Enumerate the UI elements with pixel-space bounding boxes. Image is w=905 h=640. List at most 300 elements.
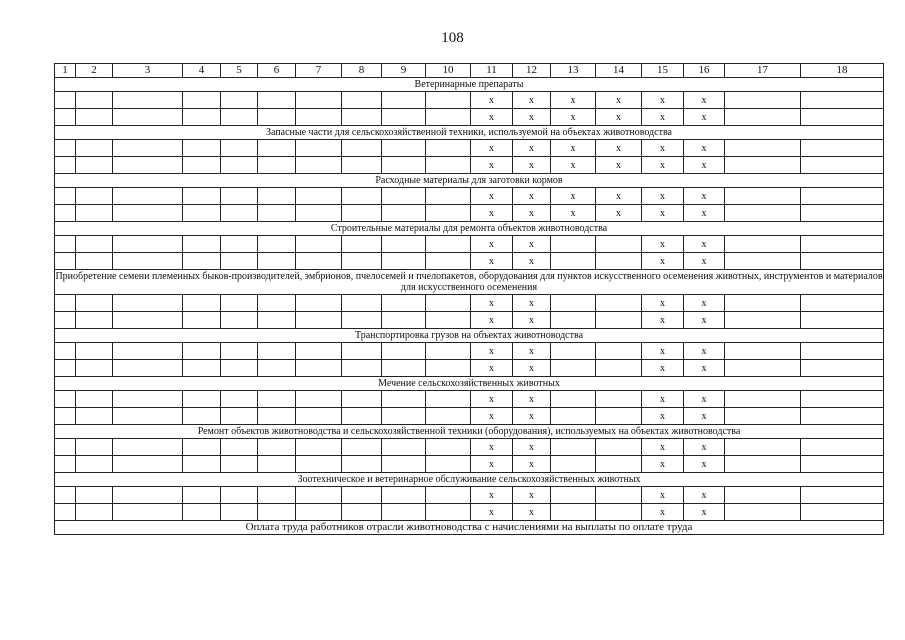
table-row [55,391,884,408]
table-cell: х [596,157,642,174]
table-cell [382,408,426,425]
table-cell: х [684,408,725,425]
table-cell [113,295,183,312]
table-cell [382,140,426,157]
table-cell: х [642,487,684,504]
table-cell [725,504,801,521]
table-cell [76,504,113,521]
table-cell: х [513,439,551,456]
table-cell [258,205,296,222]
table-cell [55,92,76,109]
table-cell [76,391,113,408]
table-cell [183,439,221,456]
table-cell [382,360,426,377]
table-cell [801,253,884,270]
section-title: Транспортировка грузов на объектах животноводства [55,329,884,343]
table-cell [113,236,183,253]
table-cell: х [551,157,596,174]
table-cell [725,312,801,329]
table-cell [221,343,258,360]
table-cell [382,205,426,222]
table-cell [382,456,426,473]
column-number: 9 [382,64,426,78]
table-cell [258,487,296,504]
table-cell [426,408,471,425]
table-cell [113,439,183,456]
table-cell: х [551,205,596,222]
table-cell [183,391,221,408]
table-cell [801,439,884,456]
section-header-row [55,329,884,343]
table-cell: х [596,140,642,157]
table-cell: х [513,109,551,126]
table-cell: х [471,487,513,504]
table-cell [258,253,296,270]
table-cell: х [684,205,725,222]
table-cell [551,439,596,456]
table-cell: х [471,343,513,360]
column-number: 3 [113,64,183,78]
column-number: 5 [221,64,258,78]
table-cell [258,408,296,425]
table-cell [296,295,342,312]
table-cell: х [642,312,684,329]
table-cell [221,312,258,329]
table-cell: х [642,253,684,270]
section-title: Оплата труда работников отрасли животноводства с начислениями на выплаты по оплате труда [55,521,884,535]
table-cell: х [471,205,513,222]
table-cell: х [684,236,725,253]
table-cell [342,253,382,270]
table-cell: х [642,92,684,109]
table-cell [426,140,471,157]
table-cell [426,312,471,329]
table-cell [725,253,801,270]
section-header-row [55,78,884,92]
table-cell [55,236,76,253]
table-cell [426,456,471,473]
table-cell [221,236,258,253]
table-cell [801,408,884,425]
table-cell [725,360,801,377]
table-cell [55,312,76,329]
table-cell [596,236,642,253]
table-cell [221,408,258,425]
table-cell [113,487,183,504]
table-cell [342,360,382,377]
table-cell [296,109,342,126]
table-cell [113,360,183,377]
table-cell [113,504,183,521]
table-cell [342,456,382,473]
table-row [55,408,884,425]
table-cell [801,92,884,109]
table-cell: х [471,456,513,473]
table-cell [596,408,642,425]
table-cell [183,312,221,329]
table-cell [342,504,382,521]
table-cell [801,140,884,157]
table-cell [342,157,382,174]
column-number: 4 [183,64,221,78]
table-cell [725,456,801,473]
table-cell [55,456,76,473]
table-cell [76,312,113,329]
table-cell [296,312,342,329]
table-cell [183,92,221,109]
table-cell [55,360,76,377]
table-cell: х [513,295,551,312]
column-number: 13 [551,64,596,78]
table-cell [342,92,382,109]
table-cell [113,253,183,270]
column-number: 18 [801,64,884,78]
table-cell [258,157,296,174]
table-cell: х [471,408,513,425]
table-cell [183,295,221,312]
section-header-row [55,425,884,439]
table-cell [801,312,884,329]
table-cell [426,236,471,253]
table-cell [551,391,596,408]
table-cell [296,504,342,521]
table-cell [725,157,801,174]
table-cell: х [471,157,513,174]
table-cell [258,439,296,456]
table-cell [113,109,183,126]
table-cell [258,140,296,157]
table-cell [725,205,801,222]
table-cell [113,205,183,222]
table-cell: х [642,439,684,456]
table-cell: х [551,92,596,109]
table-cell: х [513,236,551,253]
table-cell [221,360,258,377]
table-cell: х [642,188,684,205]
column-number-row [55,64,884,78]
table-cell [551,504,596,521]
table-cell: х [513,312,551,329]
table-cell: х [513,205,551,222]
table-row [55,253,884,270]
table-cell [551,360,596,377]
table-cell [296,456,342,473]
table-cell [382,439,426,456]
table-cell [55,109,76,126]
table-cell [183,253,221,270]
table-cell: х [513,140,551,157]
table-row [55,343,884,360]
table-cell [258,504,296,521]
table-cell [55,140,76,157]
table-cell: х [642,360,684,377]
table-cell [296,360,342,377]
table-cell: х [596,205,642,222]
column-number: 11 [471,64,513,78]
table-cell [801,343,884,360]
table-cell [183,343,221,360]
table-cell [258,456,296,473]
table-cell [183,188,221,205]
table-cell: х [551,140,596,157]
table-row [55,236,884,253]
table-cell: х [684,439,725,456]
table-cell [76,205,113,222]
table-cell [296,140,342,157]
table-cell [426,109,471,126]
table-cell: х [513,408,551,425]
table-cell: х [642,236,684,253]
table-cell [382,92,426,109]
table-cell [55,205,76,222]
table-cell: х [684,312,725,329]
table-cell [801,205,884,222]
table-cell [258,188,296,205]
table-cell [258,295,296,312]
table-cell: х [471,360,513,377]
table-cell [801,295,884,312]
table-cell [296,157,342,174]
table-cell [296,188,342,205]
column-number: 7 [296,64,342,78]
table-cell [76,188,113,205]
table-row [55,140,884,157]
table-cell [725,188,801,205]
table-row [55,439,884,456]
table-cell [76,140,113,157]
table-cell [113,140,183,157]
table-cell: х [684,92,725,109]
table-cell [221,205,258,222]
table-cell [596,439,642,456]
table-cell [76,456,113,473]
section-title: Приобретение семени племенных быков-производителей, эмбрионов, пчелосемей и пчелопакетов, оборудования для пунктов искусственного осеменения животных, инструментов и материалов для искусственного осеменения [55,271,883,293]
table-cell [76,92,113,109]
section-header-row [55,473,884,487]
table-cell [55,295,76,312]
table-cell: х [642,456,684,473]
table-cell [382,109,426,126]
table-cell [801,157,884,174]
column-number: 12 [513,64,551,78]
table-cell [596,456,642,473]
column-number: 1 [55,64,76,78]
table-cell: х [642,109,684,126]
table-cell [725,343,801,360]
table-cell [426,487,471,504]
table-cell [725,391,801,408]
table-cell [258,236,296,253]
section-header-row [55,521,884,535]
table-cell [382,391,426,408]
table-cell [725,140,801,157]
column-number: 8 [342,64,382,78]
table-cell: х [684,295,725,312]
table-cell [342,205,382,222]
table-cell [725,487,801,504]
table-cell [221,253,258,270]
table-cell [113,92,183,109]
table-cell [551,295,596,312]
table-cell: х [684,343,725,360]
table-cell [596,343,642,360]
table-cell: х [471,109,513,126]
table-cell [183,487,221,504]
table-cell [342,109,382,126]
table-cell [426,188,471,205]
page-number: 108 [441,30,464,46]
table-cell: х [471,188,513,205]
table-cell: х [684,188,725,205]
table-cell [382,236,426,253]
table-cell: х [684,140,725,157]
table-cell [426,253,471,270]
table-cell [342,236,382,253]
table-cell [725,408,801,425]
table-cell [296,391,342,408]
table-cell [55,157,76,174]
table-row [55,205,884,222]
table-cell [551,408,596,425]
table-cell: х [471,439,513,456]
table-cell [342,487,382,504]
table-cell [183,140,221,157]
table-cell [551,312,596,329]
table-cell: х [513,360,551,377]
table-cell [725,109,801,126]
table-cell: х [642,343,684,360]
table-cell [258,391,296,408]
table-cell [551,487,596,504]
table-cell [342,295,382,312]
table-cell [342,391,382,408]
table-cell [221,456,258,473]
table-cell: х [642,295,684,312]
column-number: 10 [426,64,471,78]
table-cell [183,157,221,174]
table-cell [258,312,296,329]
column-number: 15 [642,64,684,78]
table-cell [258,343,296,360]
section-title: Ремонт объектов животноводства и сельскохозяйственной техники (оборудования), используемых на объектах животноводства [55,425,884,439]
table-cell [76,360,113,377]
table-row [55,295,884,312]
table-cell [183,236,221,253]
table-cell [76,408,113,425]
table-row [55,109,884,126]
table-cell [221,92,258,109]
table-cell [296,343,342,360]
table-cell [183,109,221,126]
table-cell [382,343,426,360]
table-cell: х [684,360,725,377]
column-number: 6 [258,64,296,78]
table-cell [426,295,471,312]
table-row [55,157,884,174]
table-cell: х [513,487,551,504]
table-cell: х [596,92,642,109]
table-cell [296,487,342,504]
section-header-row [55,377,884,391]
table-cell [221,439,258,456]
table-cell [426,205,471,222]
table-cell [258,109,296,126]
table-cell [76,236,113,253]
table-cell [801,188,884,205]
table-cell: х [471,295,513,312]
table-cell [551,343,596,360]
table-cell: х [642,391,684,408]
section-header-row [55,174,884,188]
table-cell: х [471,504,513,521]
table-row [55,504,884,521]
table-cell [801,504,884,521]
table-cell [382,312,426,329]
table-cell [426,439,471,456]
table-cell [801,109,884,126]
table-cell [382,295,426,312]
table-cell: х [471,312,513,329]
table-cell: х [513,157,551,174]
table-cell: х [642,408,684,425]
table-cell: х [513,92,551,109]
table-cell [221,391,258,408]
table-cell: х [513,253,551,270]
table-cell [596,253,642,270]
table-cell [183,205,221,222]
table-row [55,92,884,109]
table-cell [76,109,113,126]
table-cell [801,360,884,377]
table-cell [801,236,884,253]
section-title: Строительные материалы для ремонта объектов животноводства [55,222,884,236]
table-cell [551,253,596,270]
table-cell [426,157,471,174]
table-cell: х [551,188,596,205]
table-cell [296,439,342,456]
table-cell [76,253,113,270]
table-cell [596,391,642,408]
table-cell: х [684,456,725,473]
table-cell [342,140,382,157]
table-cell: х [684,157,725,174]
table-cell [426,504,471,521]
table-cell: х [471,92,513,109]
section-title: Расходные материалы для заготовки кормов [55,174,884,188]
section-header-row [55,222,884,236]
table-row [55,188,884,205]
table-row [55,456,884,473]
table-cell [76,487,113,504]
table-cell [55,487,76,504]
table-cell: х [684,109,725,126]
table-cell [382,157,426,174]
section-header-row [55,126,884,140]
section-title: Мечение сельскохозяйственных животных [55,377,884,391]
table-cell [113,343,183,360]
table-cell [76,343,113,360]
table-cell [426,360,471,377]
table-cell [382,188,426,205]
table-cell [113,408,183,425]
table-cell [801,487,884,504]
table-cell [258,360,296,377]
table-cell [382,253,426,270]
table-cell: х [684,487,725,504]
table-cell: х [513,504,551,521]
table-row [55,487,884,504]
table-cell: х [471,140,513,157]
